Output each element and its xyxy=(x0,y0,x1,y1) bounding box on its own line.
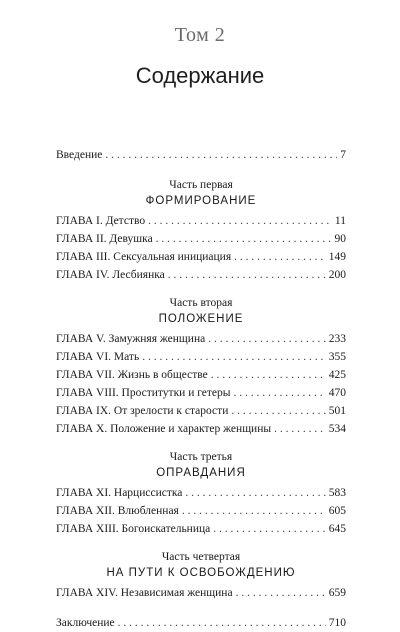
dot-leader xyxy=(118,614,326,632)
toc-entry-page: 355 xyxy=(328,351,346,363)
dot-leader xyxy=(213,520,325,538)
toc-entry xyxy=(56,384,346,402)
dot-leader xyxy=(211,366,326,384)
toc-entry-label: ГЛАВА XI. Нарциссистка xyxy=(56,487,183,499)
toc-entry-page: 470 xyxy=(328,387,346,399)
toc-entry-label: ГЛАВА I. Детство xyxy=(56,215,146,227)
toc-entry-page: 233 xyxy=(328,333,346,345)
table-of-contents xyxy=(56,146,346,632)
part-number: Часть четвертая xyxy=(161,551,241,563)
part-number: Часть третья xyxy=(169,451,233,463)
toc-entry xyxy=(56,584,346,602)
dot-leader xyxy=(185,484,325,502)
toc-entry-page: 710 xyxy=(328,617,346,629)
toc-entry-conclusion xyxy=(56,614,346,632)
dot-leader xyxy=(105,146,337,164)
dot-leader xyxy=(168,266,326,284)
dot-leader xyxy=(234,248,326,266)
toc-entry xyxy=(56,230,346,248)
dot-leader xyxy=(156,230,332,248)
toc-entry-label: ГЛАВА III. Сексуальная инициация xyxy=(56,251,232,263)
toc-entry xyxy=(56,402,346,420)
part-number: Часть первая xyxy=(169,179,233,191)
toc-entry-page: 7 xyxy=(340,149,346,161)
toc-entry xyxy=(56,330,346,348)
toc-entry-page: 645 xyxy=(328,523,346,535)
part-number: Часть вторая xyxy=(169,297,233,309)
toc-entry xyxy=(56,248,346,266)
part-title: ФОРМИРОВАНИЕ xyxy=(145,195,257,207)
toc-entry-page: 659 xyxy=(328,587,346,599)
toc-entry-page: 583 xyxy=(328,487,346,499)
toc-entry-page: 605 xyxy=(328,505,346,517)
toc-entry-page: 200 xyxy=(328,269,346,281)
toc-entry-label: ГЛАВА VII. Жизнь в обществе xyxy=(56,369,208,381)
dot-leader xyxy=(148,212,332,230)
toc-entry-label: ГЛАВА XIV. Независимая женщина xyxy=(56,587,233,599)
dot-leader xyxy=(231,402,325,420)
dot-leader xyxy=(208,330,326,348)
toc-entry-label: ГЛАВА XII. Влюбленная xyxy=(56,505,179,517)
toc-entry-page: 90 xyxy=(334,233,346,245)
toc-entry xyxy=(56,212,346,230)
toc-entry-page: 534 xyxy=(328,423,346,435)
toc-entry-label: ГЛАВА X. Положение и характер женщины xyxy=(56,423,272,435)
toc-entry-page: 501 xyxy=(328,405,346,417)
part-title: ОПРАВДАНИЯ xyxy=(156,467,246,479)
toc-entry xyxy=(56,484,346,502)
toc-entry xyxy=(56,366,346,384)
toc-entry xyxy=(56,266,346,284)
toc-entry-label: ГЛАВА VI. Мать xyxy=(56,351,140,363)
toc-entry-label: ГЛАВА XIII. Богоискательница xyxy=(56,523,211,535)
toc-entry-label: Заключение xyxy=(56,617,115,629)
toc-entry xyxy=(56,420,346,438)
toc-entry-label: ГЛАВА VIII. Проститутки и гетеры xyxy=(56,387,231,399)
dot-leader xyxy=(234,384,326,402)
toc-entry-label: Введение xyxy=(56,149,103,161)
toc-entry xyxy=(56,348,346,366)
toc-entry-label: ГЛАВА IV. Лесбиянка xyxy=(56,269,165,281)
toc-entry-page: 11 xyxy=(334,215,346,227)
dot-leader xyxy=(236,584,326,602)
toc-entry-intro xyxy=(56,146,346,164)
toc-entry-label: ГЛАВА IX. От зрелости к старости xyxy=(56,405,229,417)
dot-leader xyxy=(274,420,326,438)
toc-entry-label: ГЛАВА V. Замужняя женщина xyxy=(56,333,206,345)
dot-leader xyxy=(142,348,326,366)
toc-entry-page: 149 xyxy=(328,251,346,263)
toc-entry xyxy=(56,502,346,520)
part-title: НА ПУТИ К ОСВОБОЖДЕНИЮ xyxy=(106,567,296,579)
part-title: ПОЛОЖЕНИЕ xyxy=(158,313,244,325)
dot-leader xyxy=(182,502,326,520)
toc-entry-page: 425 xyxy=(328,369,346,381)
toc-entry xyxy=(56,520,346,538)
volume-label: Том 2 xyxy=(174,24,226,46)
toc-entry-label: ГЛАВА II. Девушка xyxy=(56,233,153,245)
page-title: Содержание xyxy=(135,63,265,88)
